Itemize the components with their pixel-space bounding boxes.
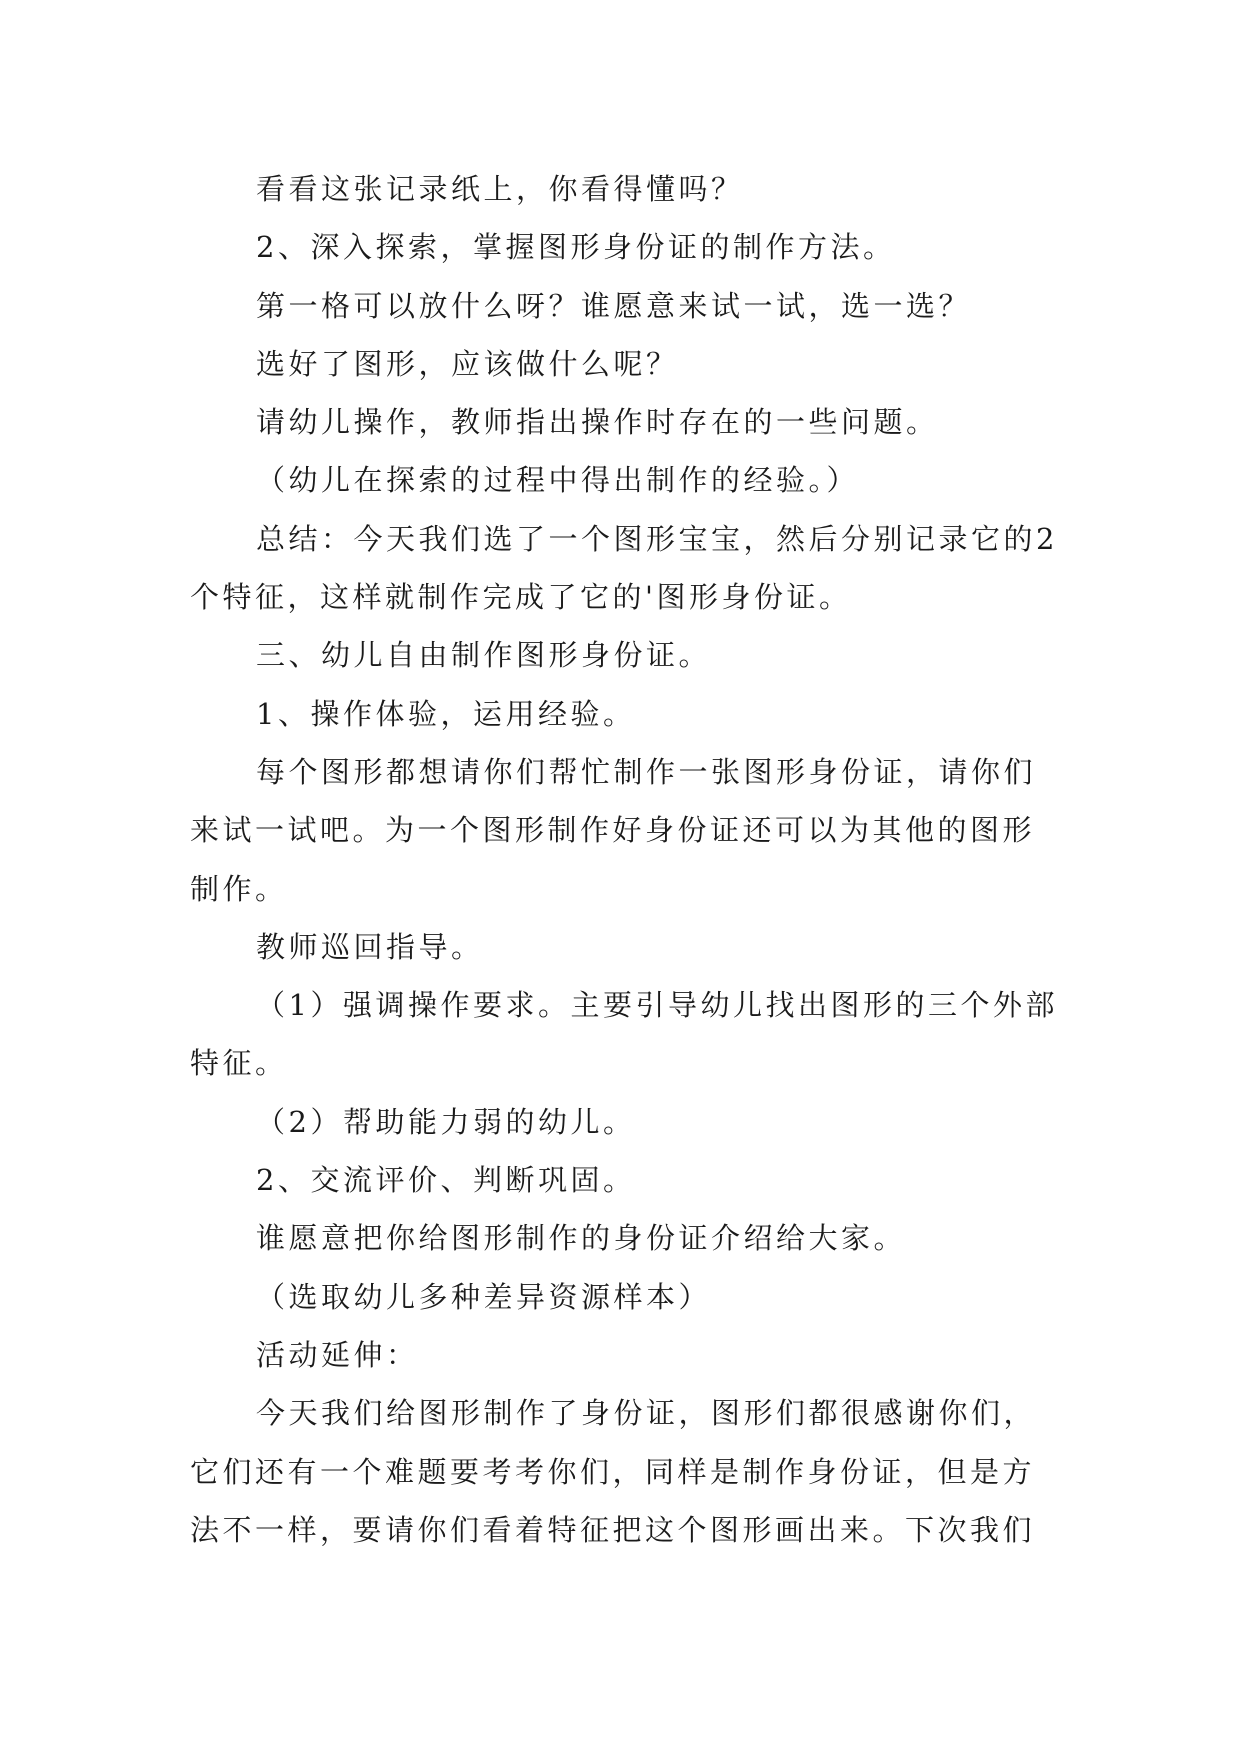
paragraph-13: （2）帮助能力弱的幼儿。 xyxy=(256,1104,636,1139)
paragraph-1: 看看这张记录纸上，你看得懂吗？ xyxy=(256,172,744,206)
paragraph-14: 2、交流评价、判断巩固。 xyxy=(256,1163,636,1198)
paragraph-3: 第一格可以放什么呀？谁愿意来试一试，选一选？ xyxy=(256,288,972,323)
paragraph-12: （1）强调操作要求。主要引导幼儿找出图形的三个外部特征。 xyxy=(190,988,1058,1081)
paragraph-2: 2、深入探索，掌握图形身份证的制作方法。 xyxy=(256,230,896,265)
paragraph-17: 活动延伸： xyxy=(256,1337,419,1372)
paragraph-15: 谁愿意把你给图形制作的身份证介绍给大家。 xyxy=(256,1221,907,1256)
document-body xyxy=(190,160,1060,1559)
paragraph-6: （幼儿在探索的过程中得出制作的经验。） xyxy=(256,463,860,498)
paragraph-5: 请幼儿操作，教师指出操作时存在的一些问题。 xyxy=(256,405,939,440)
paragraph-8: 三、幼儿自由制作图形身份证。 xyxy=(256,638,712,673)
paragraph-11: 教师巡回指导。 xyxy=(256,929,484,964)
paragraph-10: 每个图形都想请你们帮忙制作一张图形身份证，请你们来试一试吧。为一个图形制作好身份证还可以为其他的图形制作。 xyxy=(190,754,1037,906)
paragraph-16: （选取幼儿多种差异资源样本） xyxy=(256,1279,712,1314)
paragraph-18: 今天我们给图形制作了身份证，图形们都很感谢你们，它们还有一个难题要考考你们，同样是制作身份证，但是方法不一样，要请你们看着特征把这个图形画出来。下次我们 xyxy=(190,1396,1037,1547)
paragraph-9: 1、操作体验，运用经验。 xyxy=(256,696,636,731)
paragraph-4: 选好了图形，应该做什么呢？ xyxy=(256,346,679,381)
paragraph-7: 总结：今天我们选了一个图形宝宝，然后分别记录它的2个特征，这样就制作完成了它的'图形身份证。 xyxy=(190,521,1058,615)
